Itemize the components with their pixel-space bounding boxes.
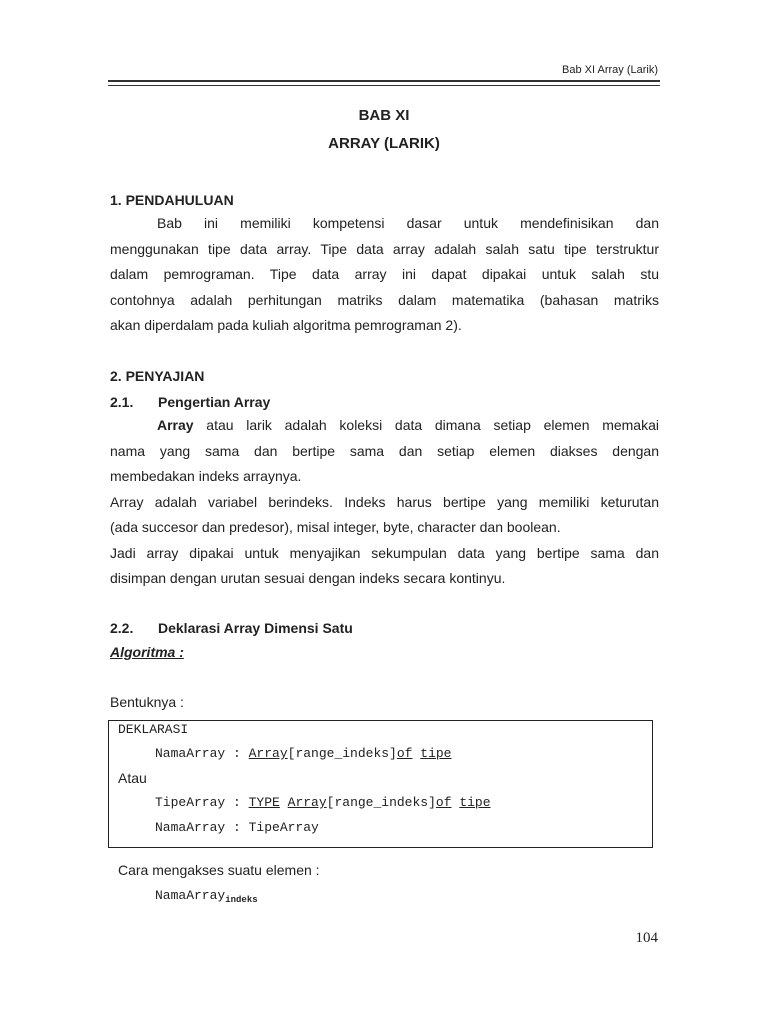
code-line-3: NamaArray : TipeArray xyxy=(155,820,319,835)
keyword-of: of xyxy=(396,746,413,761)
subsection-heading-2-2 xyxy=(110,620,353,636)
paragraph-line: Jadi array dipakai untuk menyajikan sekumpulan data yang bertipe sama dan xyxy=(110,544,659,561)
paragraph-pengertian xyxy=(110,413,659,592)
header-rule-thick xyxy=(108,80,660,82)
paragraph-line: Array adalah variabel berindeks. Indeks harus bertipe yang memiliki keturutan xyxy=(110,493,659,510)
paragraph-line: disimpan dengan urutan sesuai dengan indeks secara kontinyu. xyxy=(110,570,506,586)
paragraph-line: Bab ini memiliki kompetensi dasar untuk mendefinisikan dan xyxy=(157,215,659,231)
keyword-array: Array xyxy=(248,746,288,761)
code-line-1: NamaArray : Array[range_indeks]of tipe xyxy=(155,746,452,761)
subsection-number: 2.2. xyxy=(110,620,134,636)
keyword-array: Array xyxy=(287,795,327,810)
paragraph-line: menggunakan tipe data array. Tipe data array adalah salah satu tipe terstruktur xyxy=(110,240,659,257)
subsection-title: Deklarasi Array Dimensi Satu xyxy=(158,620,353,636)
code-box xyxy=(108,720,653,848)
access-caption: Cara mengakses suatu elemen : xyxy=(118,862,320,878)
section-heading-pendahuluan: 1. PENDAHULUAN xyxy=(110,192,234,208)
access-syntax: NamaArray$_{indeks}$ xyxy=(155,888,258,905)
paragraph-line: Array atau larik adalah koleksi data dimana setiap elemen memakai xyxy=(157,417,659,433)
index-subscript: indeks xyxy=(225,895,258,905)
algoritma-label: Algoritma : xyxy=(110,644,184,660)
paragraph-line: dalam pemrograman. Tipe data array ini dapat dipakai untuk salah stu xyxy=(110,266,659,282)
running-header: Bab XI Array (Larik) xyxy=(562,64,658,76)
header-rule-thin xyxy=(108,85,660,86)
paragraph-line: akan diperdalam pada kuliah algoritma pemrograman 2). xyxy=(110,317,462,333)
paragraph-line: (ada succesor dan predesor), misal integer, byte, character dan boolean. xyxy=(110,519,561,535)
page-number: 104 xyxy=(635,930,658,946)
subsection-title: Pengertian Array xyxy=(158,394,271,410)
keyword-of: of xyxy=(435,795,452,810)
paragraph-pendahuluan xyxy=(110,211,659,339)
chapter-title: BAB XI xyxy=(358,107,410,124)
code-line-2: TipeArray : TYPE Array[range_indeks]of tipe xyxy=(155,795,491,810)
paragraph-line: contohnya adalah perhitungan matriks dalam matematika (bahasan matriks xyxy=(110,291,659,308)
bentuk-label: Bentuknya : xyxy=(110,694,184,710)
chapter-topic: ARRAY (LARIK) xyxy=(328,135,440,152)
paragraph-line: membedakan indeks arraynya. xyxy=(110,468,302,484)
paragraph-line: nama yang sama dan bertipe sama dan setiap elemen diakses dengan xyxy=(110,442,659,459)
code-atau: Atau xyxy=(118,770,147,786)
term-array: Array xyxy=(157,417,194,433)
keyword-type: TYPE xyxy=(248,795,280,810)
subsection-heading-2-1 xyxy=(110,394,270,410)
code-deklarasi: DEKLARASI xyxy=(118,722,189,737)
subsection-number: 2.1. xyxy=(110,394,134,410)
keyword-tipe: tipe xyxy=(420,746,452,761)
section-heading-penyajian: 2. PENYAJIAN xyxy=(110,368,205,384)
keyword-tipe: tipe xyxy=(459,795,491,810)
